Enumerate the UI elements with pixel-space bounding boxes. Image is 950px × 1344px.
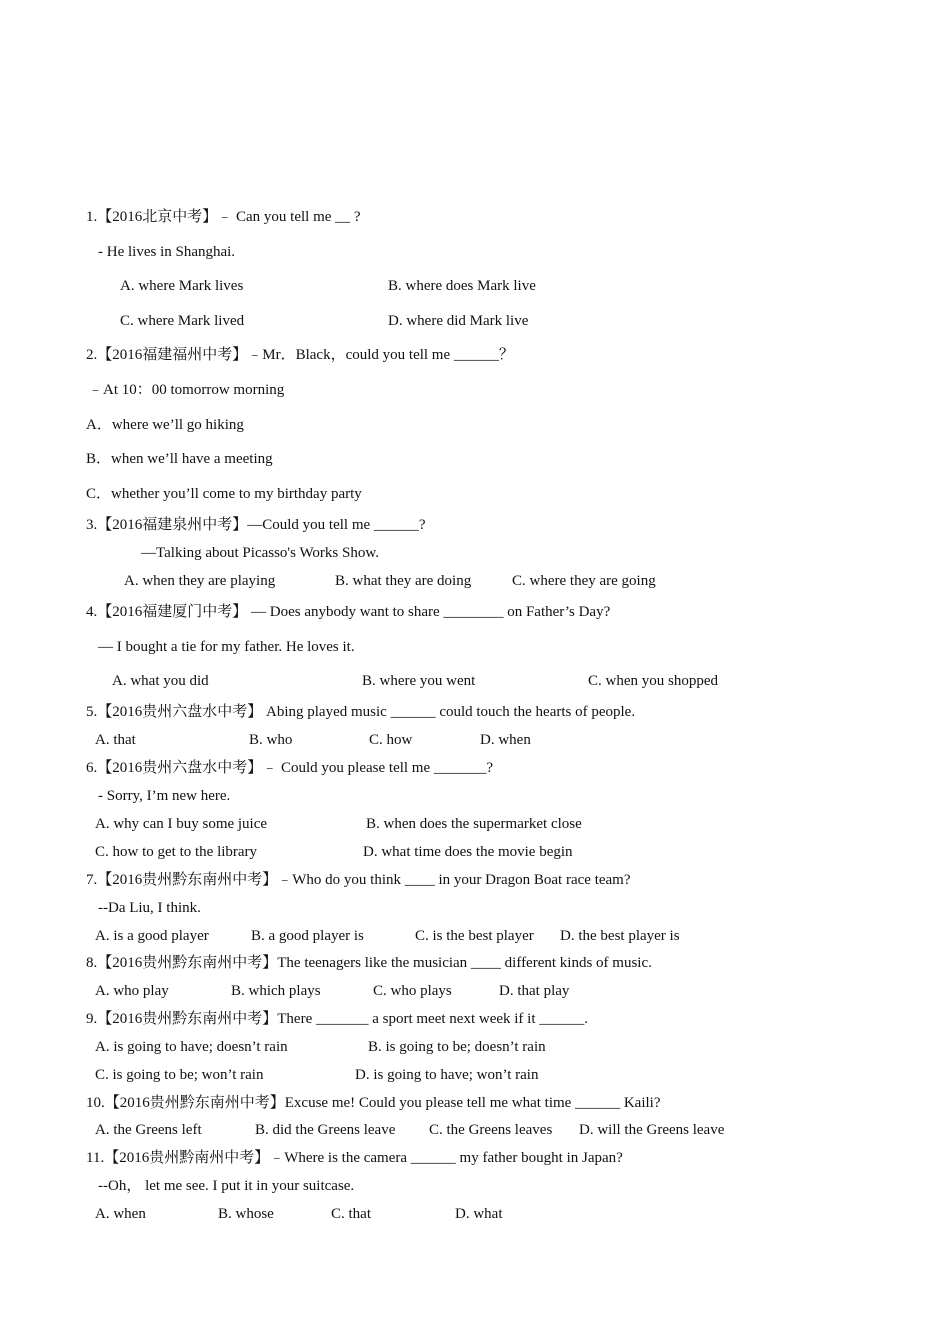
question-3-option-c: C. where they are going <box>512 573 656 589</box>
question-5-stem: 5.【2016贵州六盘水中考】 Abing played music ______ could touch the hearts of people. <box>86 704 636 720</box>
question-11-option-c: C. that <box>331 1206 371 1222</box>
question-8-option-b: B. which plays <box>231 983 321 999</box>
question-5-option-a: A. that <box>95 732 136 748</box>
question-11-option-b: B. whose <box>218 1206 274 1222</box>
question-11-option-d: D. what <box>455 1206 503 1222</box>
question-6-option-b: B. when does the supermarket close <box>366 816 582 832</box>
question-10-stem: 10.【2016贵州黔东南州中考】Excuse me! Could you please tell me what time ______ Kaili? <box>86 1095 661 1111</box>
question-2-option-a: A．where we’ll go hiking <box>86 417 244 433</box>
question-1-option-d: D. where did Mark live <box>388 313 529 329</box>
question-8-option-a: A. who play <box>95 983 169 999</box>
question-3-reply: —Talking about Picasso's Works Show. <box>141 545 379 561</box>
question-3-option-b: B. what they are doing <box>335 573 472 589</box>
question-5-option-d: D. when <box>480 732 531 748</box>
question-10-option-d: D. will the Greens leave <box>579 1122 725 1138</box>
question-9-option-d: D. is going to have; won’t rain <box>355 1067 539 1083</box>
question-11-reply: --Oh， let me see. I put it in your suitcase. <box>98 1178 355 1194</box>
question-1-option-b: B. where does Mark live <box>388 278 536 294</box>
question-8-stem: 8.【2016贵州黔东南州中考】The teenagers like the musician ____ different kinds of music. <box>86 955 652 971</box>
question-7-option-a: A. is a good player <box>95 928 209 944</box>
question-9-stem: 9.【2016贵州黔东南州中考】There _______ a sport meet next week if it ______. <box>86 1011 589 1027</box>
question-1-option-a: A. where Mark lives <box>120 278 244 294</box>
question-8-option-d: D. that play <box>499 983 570 999</box>
question-11-stem: 11.【2016贵州黔南州中考】﹣Where is the camera ______ my father bought in Japan? <box>86 1150 623 1166</box>
question-9-option-c: C. is going to be; won’t rain <box>95 1067 264 1083</box>
question-1-option-c: C. where Mark lived <box>120 313 245 329</box>
question-9-option-b: B. is going to be; doesn’t rain <box>368 1039 546 1055</box>
question-7-option-d: D. the best player is <box>560 928 680 944</box>
question-10-option-c: C. the Greens leaves <box>429 1122 553 1138</box>
question-7-option-c: C. is the best player <box>415 928 534 944</box>
question-3-stem: 3.【2016福建泉州中考】—Could you tell me ______? <box>86 517 426 533</box>
question-10-option-b: B. did the Greens leave <box>255 1122 396 1138</box>
question-6-option-c: C. how to get to the library <box>95 844 258 860</box>
question-6-option-d: D. what time does the movie begin <box>363 844 573 860</box>
question-6-reply: - Sorry, I’m new here. <box>98 788 231 804</box>
question-10-option-a: A. the Greens left <box>95 1122 202 1138</box>
question-7-reply: --Da Liu, I think. <box>98 900 201 916</box>
question-9-option-a: A. is going to have; doesn’t rain <box>95 1039 288 1055</box>
question-4-option-c: C. when you shopped <box>588 673 718 689</box>
question-2-option-c: C．whether you’ll come to my birthday party <box>86 486 362 502</box>
question-6-stem: 6.【2016贵州六盘水中考】﹣ Could you please tell me _______? <box>86 760 494 776</box>
question-2-option-b: B．when we’ll have a meeting <box>86 451 273 467</box>
question-7-option-b: B. a good player is <box>251 928 364 944</box>
question-11-option-a: A. when <box>95 1206 146 1222</box>
question-4-option-a: A. what you did <box>112 673 209 689</box>
question-2-stem: 2.【2016福建福州中考】﹣Mr．Black，could you tell me ______？ <box>86 347 514 363</box>
question-2-reply: ﹣At 10：00 tomorrow morning <box>88 382 285 398</box>
question-4-reply: — I bought a tie for my father. He loves it. <box>98 639 355 655</box>
question-8-option-c: C. who plays <box>373 983 452 999</box>
question-1-stem: 1.【2016北京中考】﹣ Can you tell me __ ? <box>86 209 361 225</box>
question-6-option-a: A. why can I buy some juice <box>95 816 268 832</box>
question-5-option-b: B. who <box>249 732 293 748</box>
question-1-reply: - He lives in Shanghai. <box>98 244 236 260</box>
question-5-option-c: C. how <box>369 732 413 748</box>
question-4-option-b: B. where you went <box>362 673 476 689</box>
question-4-stem: 4.【2016福建厦门中考】 — Does anybody want to share ________ on Father’s Day? <box>86 604 611 620</box>
question-3-option-a: A. when they are playing <box>124 573 276 589</box>
question-7-stem: 7.【2016贵州黔东南州中考】﹣Who do you think ____ in your Dragon Boat race team? <box>86 872 631 888</box>
